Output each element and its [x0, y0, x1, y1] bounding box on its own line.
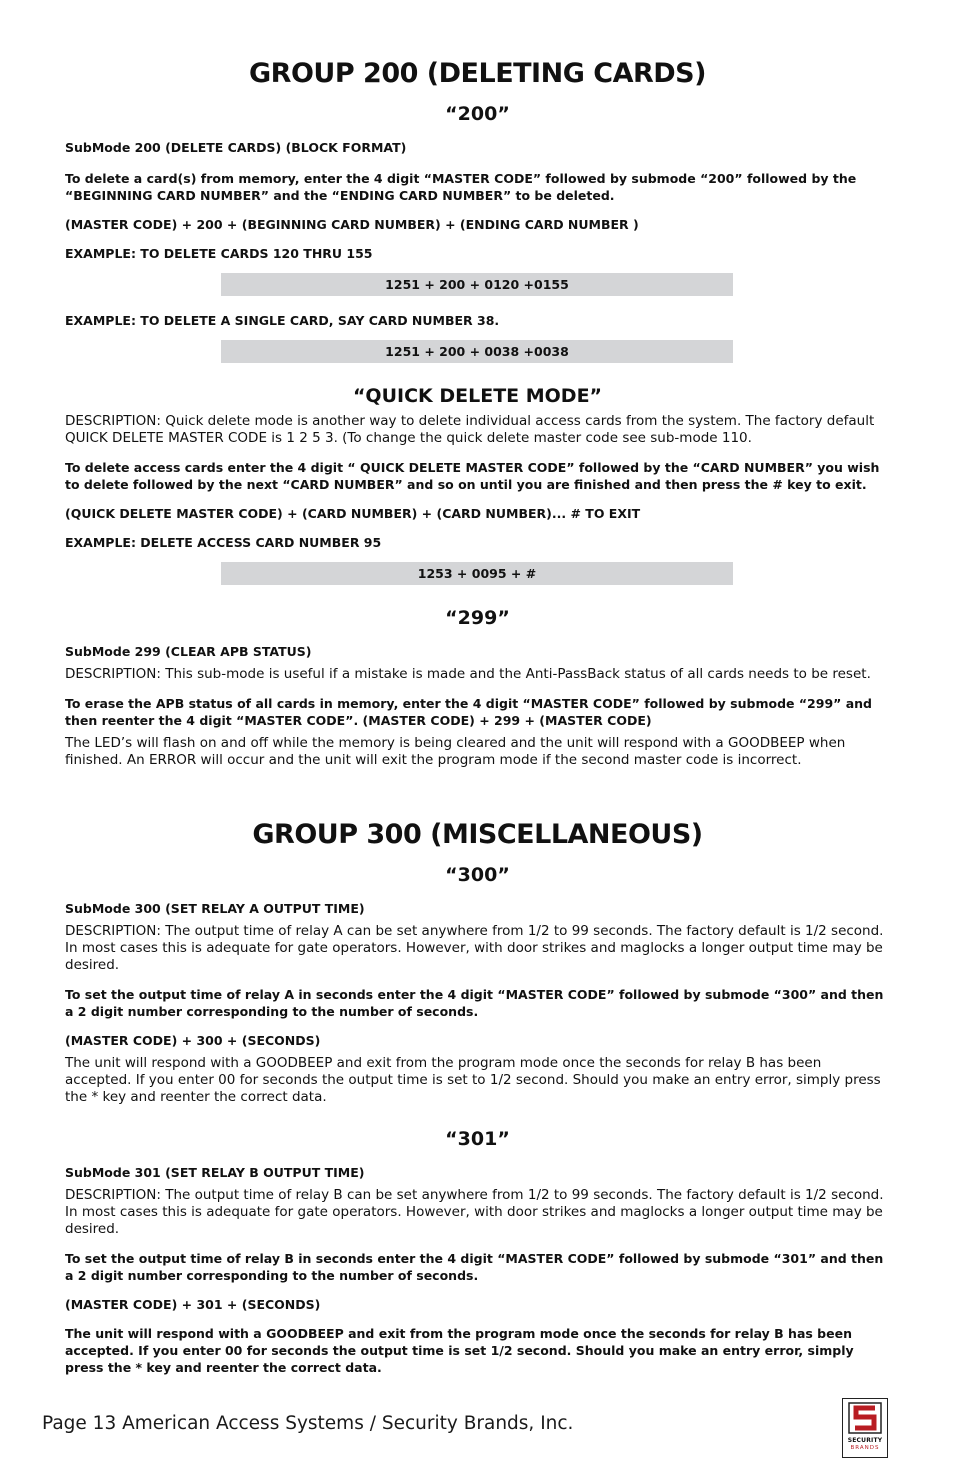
- submode-301-description: DESCRIPTION: The output time of relay B can be set anywhere from 1/2 to 99 seconds. The factory default is 1/2 second. In most cases this is adequate for gate operators. However, with door strikes and maglocks a longer output time may be desired.: [65, 1187, 884, 1237]
- submode-300-description: DESCRIPTION: The output time of relay A can be set anywhere from 1/2 to 99 seconds. The factory default is 1/2 second. In most cases this is adequate for gate operators. However, with door strikes and maglocks a longer output time may be desired.: [65, 923, 884, 973]
- page-footer: Page 13 American Access Systems / Security Brands, Inc.: [42, 1413, 574, 1434]
- quick-delete-instruction: To delete access cards enter the 4 digit “ QUICK DELETE MASTER CODE” followed by the “CARD NUMBER” you wish to delete followed by the next “CARD NUMBER” and so on until you are finished and then press the # key to exit.: [65, 460, 880, 492]
- section-300-heading: “300”: [445, 864, 510, 886]
- security-brands-emblem-icon: [848, 1402, 882, 1434]
- submode-299-description: DESCRIPTION: This sub-mode is useful if a mistake is made and the Anti-PassBack status of all cards needs to be reset.: [65, 666, 871, 682]
- submode-299-note: The LED’s will flash on and off while the memory is being cleared and the unit will respond with a GOODBEEP when finished. An ERROR will occur and the unit will exit the program mode if the second master code is incorrect.: [65, 735, 846, 768]
- submode-299-instruction: To erase the APB status of all cards in memory, enter the 4 digit “MASTER CODE” followed by submode “299” and then reenter the 4 digit “MASTER CODE”. (MASTER CODE) + 299 + (MASTER CODE): [65, 696, 873, 728]
- section-301-heading: “301”: [445, 1128, 510, 1150]
- quick-delete-description: DESCRIPTION: Quick delete mode is another way to delete individual access cards from the system. The factory default QUICK DELETE MASTER CODE is 1 2 5 3. (To change the quick delete master code see sub-mode 110.: [65, 413, 875, 446]
- quick-delete-heading: “QUICK DELETE MODE”: [352, 385, 603, 407]
- submode-200-formula: (MASTER CODE) + 200 + (BEGINNING CARD NUMBER) + (ENDING CARD NUMBER ): [65, 217, 639, 232]
- submode-300-note: The unit will respond with a GOODBEEP and exit from the program mode once the seconds for relay B has been accepted. If you enter 00 for seconds the output time is set to 1/2 second. Should you make an entry error, simply press the * key and reenter the correct data.: [65, 1055, 881, 1105]
- example-2-code: 1251 + 200 + 0038 +0038: [221, 340, 733, 363]
- quick-delete-example-code: 1253 + 0095 + #: [221, 562, 733, 585]
- submode-200-instruction: To delete a card(s) from memory, enter the 4 digit “MASTER CODE” followed by submode “200” followed by the “BEGINNING CARD NUMBER” and the “ENDING CARD NUMBER” to be deleted.: [65, 171, 857, 203]
- quick-delete-example-label: EXAMPLE: DELETE ACCESS CARD NUMBER 95: [65, 535, 382, 550]
- group-200-title: GROUP 200 (DELETING CARDS): [249, 58, 706, 89]
- logo-line-1: SECURITY: [847, 1437, 883, 1444]
- submode-200-label: SubMode 200 (DELETE CARDS) (BLOCK FORMAT): [65, 140, 407, 155]
- submode-301-label: SubMode 301 (SET RELAY B OUTPUT TIME): [65, 1165, 365, 1180]
- submode-300-label: SubMode 300 (SET RELAY A OUTPUT TIME): [65, 901, 365, 916]
- submode-301-formula: (MASTER CODE) + 301 + (SECONDS): [65, 1297, 321, 1312]
- section-200-heading: “200”: [445, 103, 510, 125]
- submode-301-note: The unit will respond with a GOODBEEP and exit from the program mode once the seconds for relay B has been accepted. If you enter 00 for seconds the output time is set 1/2 second. Should you make an entry error, simply press the * key and reenter the correct data.: [65, 1326, 854, 1375]
- submode-301-instruction: To set the output time of relay B in seconds enter the 4 digit “MASTER CODE” followed by submode “301” and then a 2 digit number corresponding to the number of seconds.: [65, 1251, 884, 1283]
- example-2-label: EXAMPLE: TO DELETE A SINGLE CARD, SAY CARD NUMBER 38.: [65, 313, 500, 328]
- example-1-code: 1251 + 200 + 0120 +0155: [221, 273, 733, 296]
- quick-delete-formula: (QUICK DELETE MASTER CODE) + (CARD NUMBER) + (CARD NUMBER)... # TO EXIT: [65, 506, 641, 521]
- submode-300-instruction: To set the output time of relay A in seconds enter the 4 digit “MASTER CODE” followed by submode “300” and then a 2 digit number corresponding to the number of seconds.: [65, 987, 884, 1019]
- logo-line-2: BRANDS: [850, 1445, 880, 1451]
- group-300-title: GROUP 300 (MISCELLANEOUS): [252, 819, 703, 850]
- submode-299-label: SubMode 299 (CLEAR APB STATUS): [65, 644, 312, 659]
- example-1-label: EXAMPLE: TO DELETE CARDS 120 THRU 155: [65, 246, 373, 261]
- submode-300-formula: (MASTER CODE) + 300 + (SECONDS): [65, 1033, 321, 1048]
- section-299-heading: “299”: [445, 607, 510, 629]
- security-brands-logo: [842, 1398, 888, 1458]
- document-page: [65, 58, 890, 1388]
